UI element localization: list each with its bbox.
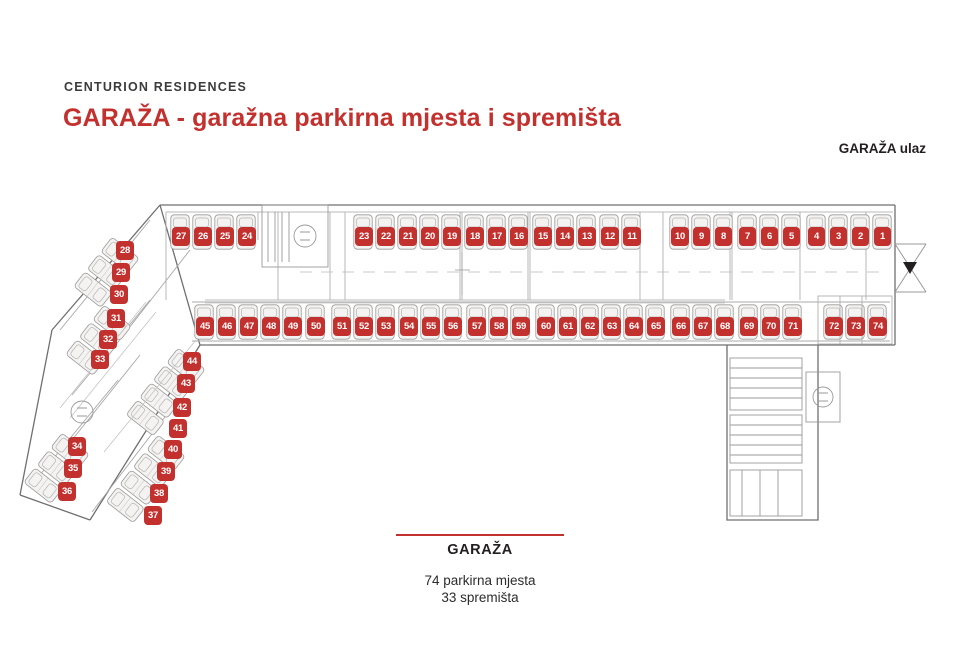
parking-spot-63[interactable]: 63 [603, 317, 621, 336]
parking-spot-57[interactable]: 57 [468, 317, 486, 336]
parking-spot-27[interactable]: 27 [172, 227, 190, 246]
parking-spot-68[interactable]: 68 [716, 317, 734, 336]
parking-spot-46[interactable]: 46 [218, 317, 236, 336]
garage-entrance-label: GARAŽA ulaz [838, 141, 926, 156]
parking-spot-54[interactable]: 54 [400, 317, 418, 336]
parking-spot-60[interactable]: 60 [537, 317, 555, 336]
parking-spot-28[interactable]: 28 [116, 241, 134, 260]
parking-spot-71[interactable]: 71 [784, 317, 802, 336]
parking-spot-15[interactable]: 15 [534, 227, 552, 246]
parking-spot-70[interactable]: 70 [762, 317, 780, 336]
parking-spot-52[interactable]: 52 [355, 317, 373, 336]
parking-spot-42[interactable]: 42 [173, 398, 191, 417]
parking-spot-74[interactable]: 74 [869, 317, 887, 336]
parking-spot-62[interactable]: 62 [581, 317, 599, 336]
parking-spot-37[interactable]: 37 [144, 506, 162, 525]
parking-spot-9[interactable]: 9 [693, 227, 710, 246]
parking-spot-73[interactable]: 73 [847, 317, 865, 336]
parking-spot-32[interactable]: 32 [99, 330, 117, 349]
parking-spot-38[interactable]: 38 [150, 484, 168, 503]
parking-spot-53[interactable]: 53 [377, 317, 395, 336]
parking-spot-13[interactable]: 13 [578, 227, 596, 246]
parking-spot-43[interactable]: 43 [177, 374, 195, 393]
parking-spot-40[interactable]: 40 [164, 440, 182, 459]
parking-spot-31[interactable]: 31 [107, 309, 125, 328]
parking-spot-29[interactable]: 29 [112, 263, 130, 282]
legend-divider [396, 534, 564, 536]
parking-spot-16[interactable]: 16 [510, 227, 528, 246]
parking-spot-6[interactable]: 6 [761, 227, 778, 246]
parking-spot-67[interactable]: 67 [694, 317, 712, 336]
parking-spot-61[interactable]: 61 [559, 317, 577, 336]
parking-spot-66[interactable]: 66 [672, 317, 690, 336]
legend-storage-count: 33 spremišta [441, 590, 519, 605]
parking-spot-59[interactable]: 59 [512, 317, 530, 336]
legend-parking-count: 74 parkirna mjesta [424, 573, 536, 588]
parking-spot-33[interactable]: 33 [91, 350, 109, 369]
parking-spot-3[interactable]: 3 [830, 227, 847, 246]
parking-spot-34[interactable]: 34 [68, 437, 86, 456]
parking-spot-18[interactable]: 18 [466, 227, 484, 246]
parking-spot-11[interactable]: 11 [623, 227, 641, 246]
parking-spot-5[interactable]: 5 [783, 227, 800, 246]
parking-spot-7[interactable]: 7 [739, 227, 756, 246]
parking-spot-2[interactable]: 2 [852, 227, 869, 246]
parking-spot-49[interactable]: 49 [284, 317, 302, 336]
parking-spot-45[interactable]: 45 [196, 317, 214, 336]
parking-spot-36[interactable]: 36 [58, 482, 76, 501]
parking-spot-23[interactable]: 23 [355, 227, 373, 246]
parking-spot-19[interactable]: 19 [443, 227, 461, 246]
page-title: GARAŽA - garažna parkirna mjesta i spremišta [63, 104, 621, 132]
parking-spot-24[interactable]: 24 [238, 227, 256, 246]
parking-spot-10[interactable]: 10 [671, 227, 689, 246]
parking-spot-22[interactable]: 22 [377, 227, 395, 246]
parking-spot-69[interactable]: 69 [740, 317, 758, 336]
parking-spot-35[interactable]: 35 [64, 459, 82, 478]
parking-spot-26[interactable]: 26 [194, 227, 212, 246]
parking-spot-47[interactable]: 47 [240, 317, 258, 336]
parking-spot-17[interactable]: 17 [488, 227, 506, 246]
project-kicker: CENTURION RESIDENCES [64, 80, 248, 94]
plan-legend [0, 534, 960, 606]
parking-spot-39[interactable]: 39 [157, 462, 175, 481]
parking-spot-12[interactable]: 12 [601, 227, 619, 246]
parking-spot-44[interactable]: 44 [183, 352, 201, 371]
parking-spot-14[interactable]: 14 [556, 227, 574, 246]
parking-spot-51[interactable]: 51 [333, 317, 351, 336]
parking-spot-56[interactable]: 56 [444, 317, 462, 336]
parking-spot-58[interactable]: 58 [490, 317, 508, 336]
parking-spot-41[interactable]: 41 [169, 419, 187, 438]
parking-spot-48[interactable]: 48 [262, 317, 280, 336]
parking-spot-65[interactable]: 65 [647, 317, 665, 336]
parking-spot-64[interactable]: 64 [625, 317, 643, 336]
parking-spot-1[interactable]: 1 [874, 227, 891, 246]
parking-spot-20[interactable]: 20 [421, 227, 439, 246]
parking-spot-4[interactable]: 4 [808, 227, 825, 246]
parking-spot-55[interactable]: 55 [422, 317, 440, 336]
parking-spot-50[interactable]: 50 [307, 317, 325, 336]
parking-spot-21[interactable]: 21 [399, 227, 417, 246]
parking-spot-30[interactable]: 30 [110, 285, 128, 304]
parking-spot-25[interactable]: 25 [216, 227, 234, 246]
parking-spot-72[interactable]: 72 [825, 317, 843, 336]
legend-title: GARAŽA [447, 542, 513, 558]
parking-spot-8[interactable]: 8 [715, 227, 732, 246]
